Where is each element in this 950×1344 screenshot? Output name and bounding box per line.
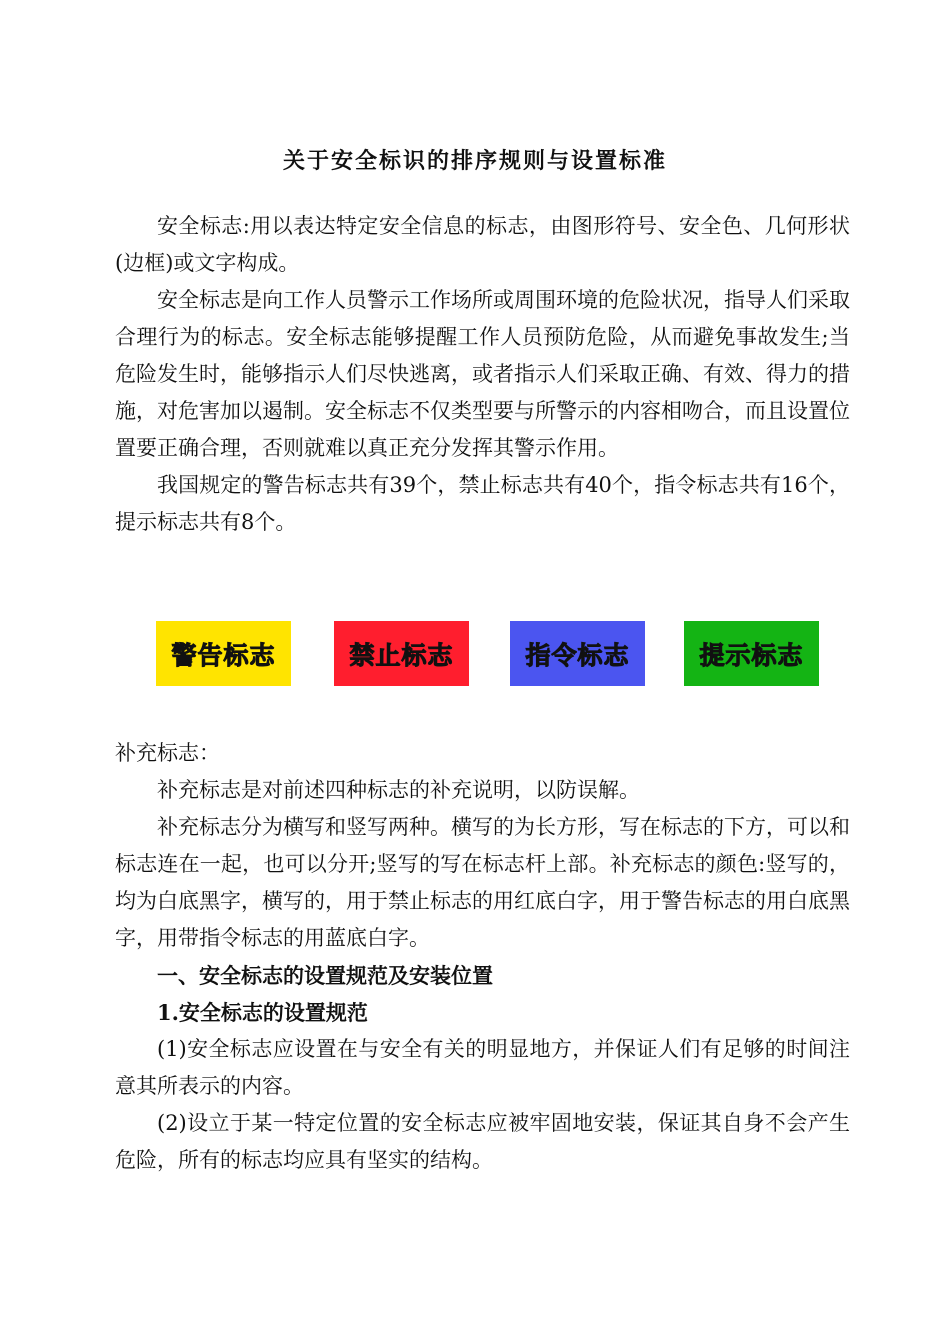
warning-sign-box <box>156 621 291 686</box>
section-subheading: 1.安全标志的设置规范 <box>157 1000 368 1025</box>
rule-item-2: (2)设立于某一特定位置的安全标志应被牢固地安装，保证其自身不会产生危险，所有的标志均应具有坚实的结构。 <box>115 1111 850 1172</box>
intro-paragraph-counts: 我国规定的警告标志共有39个，禁止标志共有40个，指令标志共有16个，提示标志共有8个。 <box>115 473 850 534</box>
document-title: 关于安全标识的排序规则与设置标准 <box>282 148 667 174</box>
mandatory-sign-label: 指令标志 <box>525 640 630 670</box>
supplement-section <box>115 735 850 1179</box>
information-sign-label: 提示标志 <box>699 640 804 670</box>
supplement-paragraph-intro: 补充标志是对前述四种标志的补充说明，以防误解。 <box>157 778 640 802</box>
supplement-paragraph-detail: 补充标志分为横写和竖写两种。横写的为长方形，写在标志的下方，可以和标志连在一起，也可以分开;竖写的写在标志杆上部。补充标志的颜色:竖写的，均为白底黑字，横写的，用于禁止标志的用红底白字，用于警告标志的用白底黑字，用带指令标志的用蓝底白字。 <box>115 815 850 950</box>
section-heading: 一、安全标志的设置规范及安装位置 <box>157 963 493 988</box>
supplement-heading: 补充标志： <box>115 741 220 765</box>
intro-paragraph-purpose: 安全标志是向工作人员警示工作场所或周围环境的危险状况，指导人们采取合理行为的标志。安全标志能够提醒工作人员预防危险，从而避免事故发生;当危险发生时，能够指示人们尽快逃离，或者指示人们采取正确、有效、得力的措施，对危害加以遏制。安全标志不仅类型要与所警示的内容相吻合，而且设置位置要正确合理，否则就难以真正充分发挥其警示作用。 <box>115 288 850 460</box>
sign-category-row <box>156 621 820 686</box>
mandatory-sign-box <box>510 621 645 686</box>
information-sign-box <box>684 621 819 686</box>
intro-section <box>115 208 850 541</box>
intro-paragraph-definition: 安全标志:用以表达特定安全信息的标志，由图形符号、安全色、几何形状(边框)或文字构成。 <box>115 214 850 275</box>
warning-sign-label: 警告标志 <box>171 640 276 670</box>
prohibition-sign-box <box>334 621 469 686</box>
prohibition-sign-label: 禁止标志 <box>349 640 454 670</box>
rule-item-1: (1)安全标志应设置在与安全有关的明显地方，并保证人们有足够的时间注意其所表示的内容。 <box>115 1037 850 1098</box>
